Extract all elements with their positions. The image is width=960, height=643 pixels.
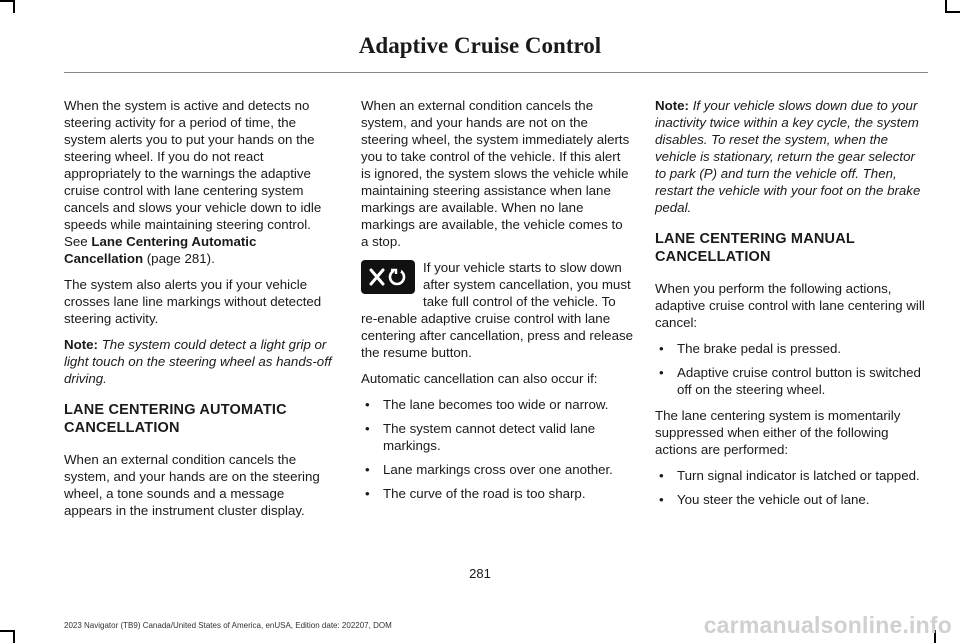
- paragraph: The system also alerts you if your vehicle crosses lane line markings without detected steering activity.: [64, 277, 322, 326]
- paragraph: When you perform the following actions, adaptive cruise control with lane centering will cancel:: [655, 281, 925, 330]
- paragraph: Automatic cancellation can also occur if:: [361, 371, 598, 386]
- note-label: Note:: [655, 98, 689, 113]
- crop-mark: [13, 630, 15, 643]
- list-item: • Lane markings cross over one another.: [361, 461, 633, 478]
- watermark: carmanualsonline.info: [703, 612, 952, 638]
- crop-mark: [13, 0, 15, 13]
- header-divider: [64, 72, 928, 73]
- paragraph: [64, 97, 336, 267]
- note-text: The system could detect a light grip or light touch on the steering wheel as hands-off driving.: [64, 337, 332, 386]
- bullet-list: [655, 467, 927, 508]
- paragraph-with-icon: [361, 259, 633, 361]
- paragraph: When an external condition cancels the system, and your hands are on the steering wheel, a tone sounds and a message appears in the instrument cluster display.: [64, 452, 320, 518]
- paragraph-text: If your vehicle starts to slow down after system cancellation, you must take full control of the vehicle. To re-enable adaptive cruise control with lane centering after cancellation, press and release the resume button.: [361, 260, 634, 360]
- list-item: • Turn signal indicator is latched or tapped.: [655, 467, 927, 484]
- edition-footer: 2023 Navigator (TB9) Canada/United States of America, enUSA, Edition date: 202207, DOM: [64, 621, 392, 630]
- page-reference: (page 281).: [143, 251, 215, 266]
- column-2: [361, 97, 633, 511]
- crop-mark: [0, 630, 13, 632]
- note-label: Note:: [64, 337, 98, 352]
- list-item: • The brake pedal is pressed.: [655, 340, 927, 357]
- section-heading: LANE CENTERING MANUAL CANCELLATION: [655, 231, 855, 265]
- cross-reference-link[interactable]: Lane Centering Automatic Cancellation: [64, 234, 257, 266]
- page-number: 281: [469, 566, 491, 581]
- list-item: • The system cannot detect valid lane markings.: [361, 420, 633, 454]
- list-item: • You steer the vehicle out of lane.: [655, 491, 927, 508]
- paragraph: When an external condition cancels the system, and your hands are not on the steering wheel, the system immediately alerts you to take control of the vehicle. If this alert is ignored, the system slows the vehicle while maintaining steering assistance when lane markings are available. When no lane markings are available, the vehicle comes to a stop.: [361, 98, 630, 249]
- column-1: [64, 97, 336, 528]
- lane-centering-cancel-icon: [361, 260, 415, 294]
- bullet-list: [361, 396, 633, 502]
- note-text: If your vehicle slows down due to your inactivity twice within a key cycle, the system disables. To reset the system, when the vehicle is stationary, return the gear selector to park (P) and turn the vehicle off. Then, restart the vehicle with your foot on the brake pedal.: [655, 98, 921, 215]
- list-item: • The lane becomes too wide or narrow.: [361, 396, 633, 413]
- paragraph-text: When the system is active and detects no steering activity for a period of time, the system alerts you to put your hands on the steering wheel. If you do not react appropriately to the warnings the adaptive cruise control with lane centering system cancels and slows your vehicle down to idle speeds while maintaining steering control. See: [64, 98, 322, 249]
- column-3: [655, 97, 927, 517]
- crop-mark: [0, 0, 13, 2]
- bullet-list: [655, 340, 927, 398]
- note: [64, 336, 336, 387]
- section-heading: LANE CENTERING AUTOMATIC CANCELLATION: [64, 402, 287, 436]
- page-title: Adaptive Cruise Control: [358, 33, 602, 58]
- paragraph: The lane centering system is momentarily suppressed when either of the following actions are performed:: [655, 408, 901, 457]
- note: [655, 97, 927, 216]
- list-item: • Adaptive cruise control button is switched off on the steering wheel.: [655, 364, 927, 398]
- crop-mark: [945, 11, 960, 13]
- list-item: • The curve of the road is too sharp.: [361, 485, 633, 502]
